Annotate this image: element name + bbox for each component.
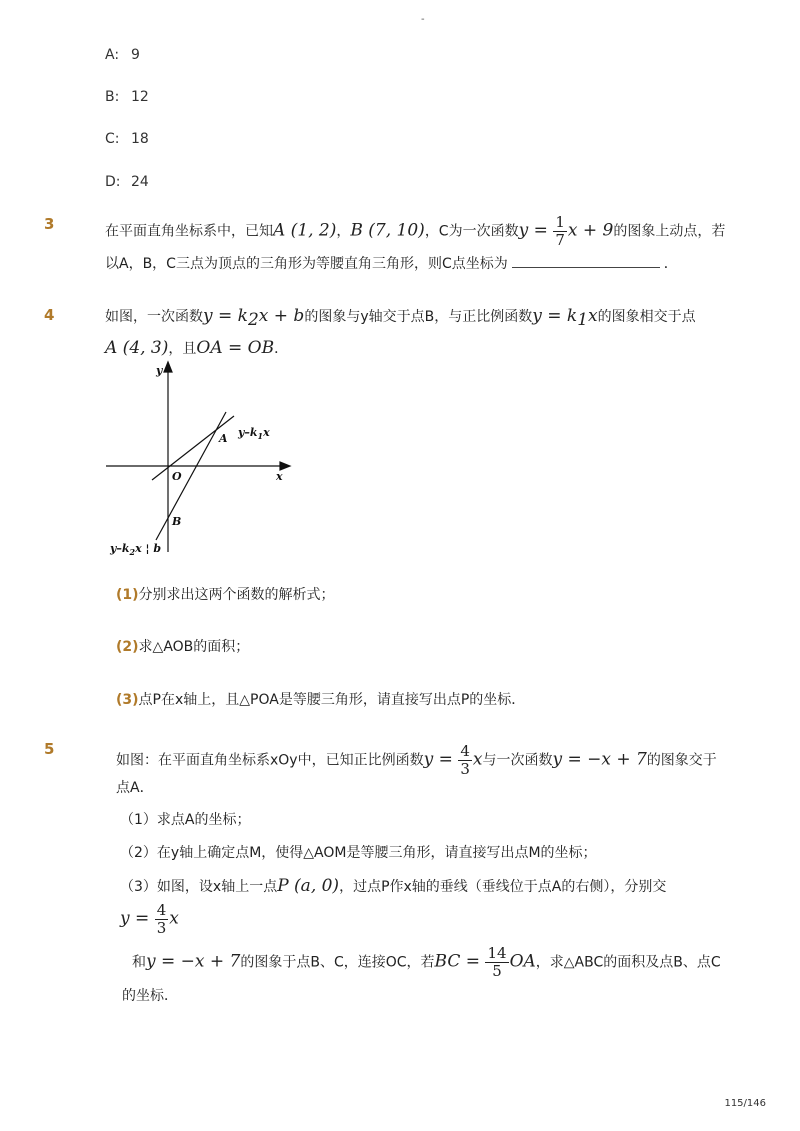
- option-d: [105, 174, 149, 190]
- q5-line5: 和y = −x + 7的图象于点B、C，连接OC，若BC = $\frac{14}{5}$ OA，求△ABC的面积及点B、点C: [132, 944, 721, 980]
- page-number: 115/146: [724, 1098, 766, 1109]
- option-letter: D:: [105, 174, 121, 190]
- q4-line2: A (4, 3)，且OA = OB．: [105, 338, 289, 358]
- option-a: [105, 47, 140, 63]
- q5-line1: 如图：在平面直角坐标系xOy中，已知正比例函数y = $\frac{4}{3}$ x与一次函数y = −x + 7的图象交于: [116, 742, 717, 778]
- answer-blank[interactable]: [512, 253, 660, 268]
- math-point-a: A (1, 2): [273, 220, 337, 241]
- question-number-4: 4: [44, 306, 55, 324]
- q5-part-2: （2）在y轴上确定点M，使得△AOM是等腰三角形，请直接写出点M的坐标；: [120, 845, 597, 861]
- q4-part-2: (2)求△AOB的面积；: [116, 639, 250, 655]
- q3-line2: 以A，B，C三点为顶点的三角形为等腰直角三角形，则C点坐标为 ．: [105, 253, 678, 275]
- q4-part-3: (3)点P在x轴上，且△POA是等腰三角形，请直接写出点P的坐标．: [116, 692, 526, 708]
- x-axis-label: x: [276, 470, 283, 483]
- y-axis-arrow: [164, 362, 172, 372]
- q5-part-3: （3）如图，设x轴上一点P (a, 0)，过点P作x轴的垂线（垂线位于点A的右侧），分别交: [120, 876, 667, 896]
- line-k2x-b: [156, 412, 226, 540]
- fraction: $\frac{1}{7}$: [555, 213, 565, 249]
- point-a-label: A: [219, 432, 228, 445]
- line2-label: $y-k_2x$ ¦ b: [110, 542, 162, 557]
- fraction: $\frac{14}{5}$: [487, 944, 507, 980]
- q3-line1: 在平面直角坐标系中，已知A (1, 2)，B (7, 10)，C为一次函数y = $\frac{1}{7}$ x + 9的图象上动点，若: [105, 213, 726, 249]
- question-number-3: 3: [44, 215, 55, 233]
- option-value: 12: [131, 89, 149, 105]
- option-value: 9: [131, 47, 140, 63]
- fraction: $\frac{4}{3}$: [156, 901, 167, 937]
- y-axis-label: y: [156, 364, 163, 377]
- option-b: [105, 89, 149, 105]
- option-value: 18: [131, 131, 149, 147]
- math-point-a: A (4, 3): [105, 338, 169, 358]
- origin-label: O: [172, 470, 182, 483]
- q5-line2: 点A．: [116, 780, 154, 796]
- point-b-label: B: [172, 515, 182, 528]
- question-number-5: 5: [44, 740, 55, 758]
- math-point-p: P (a, 0): [277, 876, 340, 896]
- option-letter: C:: [105, 131, 120, 147]
- q5-line6: 的坐标．: [122, 988, 178, 1004]
- option-c: [105, 131, 149, 147]
- header-dash: -: [421, 14, 425, 25]
- math-point-b: B (7, 10): [350, 220, 425, 241]
- option-letter: B:: [105, 89, 120, 105]
- q4-part-1: (1)分别求出这两个函数的解析式；: [116, 587, 335, 603]
- option-letter: A:: [105, 47, 120, 63]
- line-k1x: [152, 416, 234, 480]
- line1-label: $y-k_1x$: [238, 426, 270, 441]
- q5-part-1: （1）求点A的坐标；: [120, 812, 251, 828]
- q5-part-3-formula: y = $\frac{4}{3}$ x: [120, 901, 179, 937]
- option-value: 24: [131, 174, 149, 190]
- x-axis-arrow: [280, 462, 290, 470]
- q4-line1: 如图，一次函数$y = k_2x + b$的图象与y轴交于点B，与正比例函数$y = k_1x$的图象相交于点: [105, 306, 696, 330]
- fraction: $\frac{4}{3}$: [460, 742, 470, 778]
- q4-figure: [100, 360, 300, 560]
